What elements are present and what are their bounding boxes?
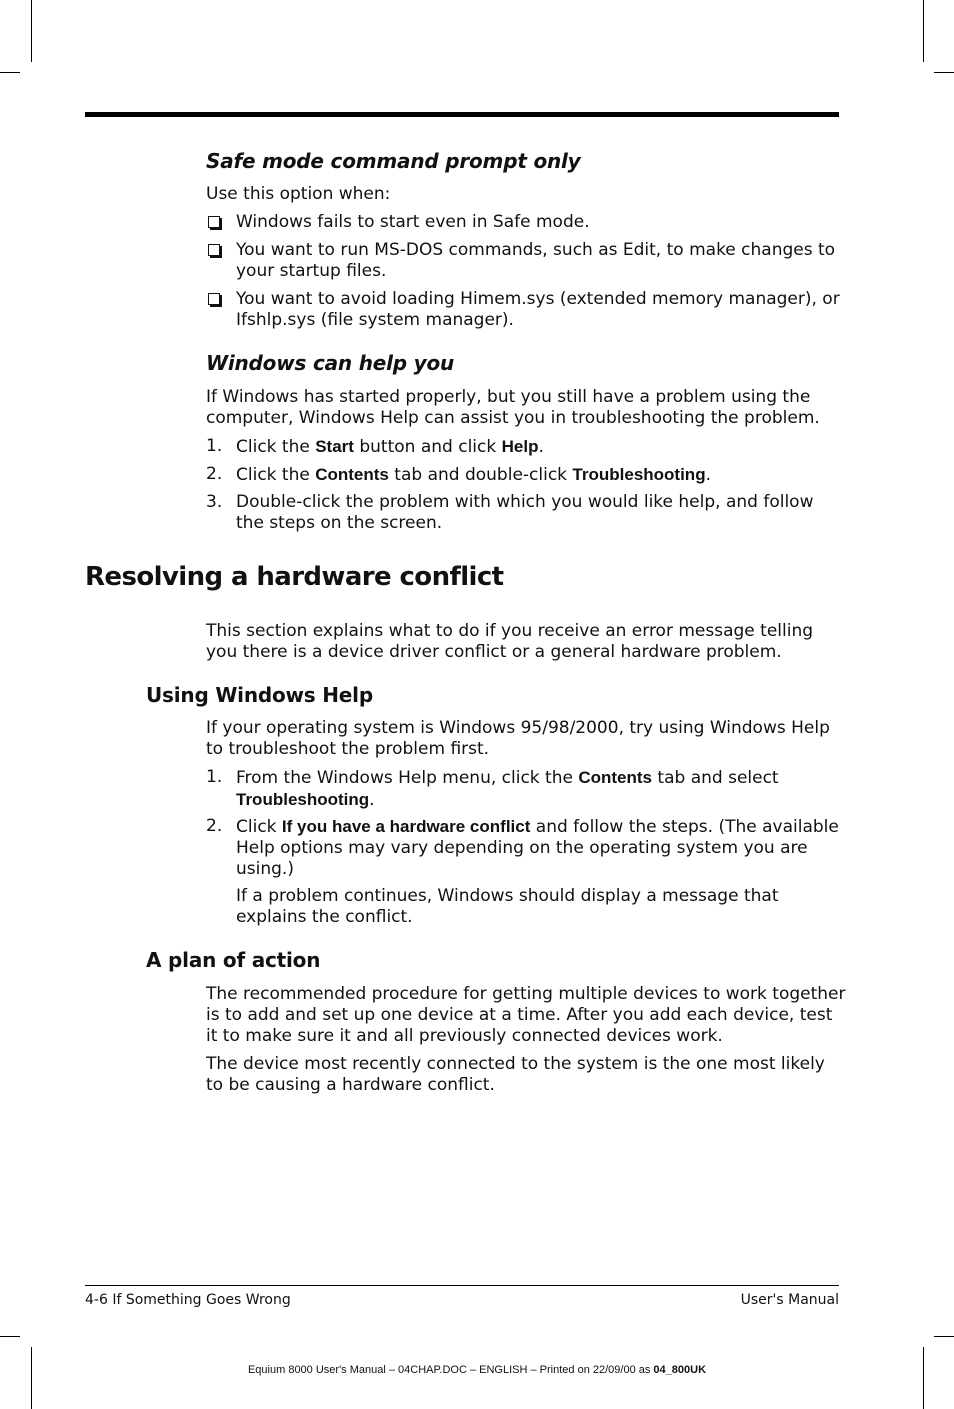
print-info: [0, 1364, 954, 1376]
step-number: 3.: [206, 492, 223, 512]
step-text: tab and select: [652, 768, 779, 788]
step-item: [206, 767, 846, 811]
crop-mark: [923, 0, 924, 62]
checkbox-bullet-icon: [208, 244, 220, 256]
step-item: [206, 492, 846, 534]
using-help-intro: If your operating system is Windows 95/98/2000, try using Windows Help to troubleshoot the problem first.: [206, 718, 830, 759]
resolving-intro: This section explains what to do if you receive an error message telling you there is a device driver conflict or a general hardware problem.: [206, 621, 814, 662]
step-text: Double-click the problem with which you would like help, and follow the steps on the screen.: [236, 492, 814, 533]
step-number: 2.: [206, 464, 223, 484]
checkbox-bullet-icon: [208, 216, 220, 228]
bullet-item: [206, 240, 846, 282]
crop-mark: [0, 72, 20, 73]
step-text: From the Windows Help menu, click the: [236, 768, 579, 788]
crop-mark: [31, 0, 32, 62]
step-text: tab and double-click: [388, 465, 573, 485]
print-info-code: 04_800UK: [653, 1364, 707, 1376]
ui-term-help: Help: [501, 437, 539, 456]
step-note: If a problem continues, Windows should display a message that explains the conflict.: [236, 886, 779, 927]
footer-rule: [85, 1285, 839, 1286]
safe-mode-intro: Use this option when:: [206, 184, 391, 204]
ui-term-contents: Contents: [315, 465, 389, 484]
footer-page-label: 4-6 If Something Goes Wrong: [85, 1292, 291, 1308]
step-number: 2.: [206, 816, 223, 836]
step-text: .: [705, 465, 711, 485]
step-text: .: [538, 437, 544, 457]
step-item: [206, 436, 846, 458]
crop-mark: [0, 1336, 20, 1337]
step-number: 1.: [206, 767, 223, 787]
step-item: [206, 464, 846, 486]
section-title: Resolving a hardware conflict: [85, 562, 504, 592]
ui-term-troubleshooting: Troubleshooting: [236, 790, 370, 809]
step-text: button and click: [353, 437, 502, 457]
plan-paragraph: The device most recently connected to the system is the one most likely to be causing a hardware conflict.: [206, 1054, 825, 1095]
ui-term-contents: Contents: [578, 768, 653, 787]
ui-term-troubleshooting: Troubleshooting: [572, 465, 706, 484]
step-text: and follow the steps. (The available Help options may vary depending on the operating system you are using.): [236, 817, 839, 879]
safe-mode-heading: Safe mode command prompt only: [206, 149, 581, 173]
using-help-heading: Using Windows Help: [146, 683, 373, 707]
bullet-item: [206, 212, 846, 233]
ui-term-start: Start: [315, 437, 354, 456]
step-number: 1.: [206, 436, 223, 456]
plan-paragraph: The recommended procedure for getting multiple devices to work together is to add and set up one device at a time. After you add each device, test it to make sure it and all previously connected devices work.: [206, 984, 846, 1046]
crop-mark: [31, 1347, 32, 1409]
step-text: Click: [236, 817, 282, 837]
windows-help-intro: If Windows has started properly, but you still have a problem using the computer, Windows Help can assist you in troubleshooting the problem.: [206, 387, 820, 428]
footer-manual-title: User's Manual: [740, 1292, 839, 1308]
step-item: [206, 816, 846, 880]
header-rule: [85, 112, 839, 117]
step-text: Click the: [236, 465, 316, 485]
bullet-text: You want to avoid loading Himem.sys (extended memory manager), or Ifshlp.sys (file system manager).: [236, 289, 840, 330]
step-text: .: [369, 790, 375, 810]
step-text: Click the: [236, 437, 316, 457]
ui-term-hardware-conflict: If you have a hardware conflict: [281, 817, 531, 836]
bullet-text: You want to run MS-DOS commands, such as Edit, to make changes to your startup files.: [236, 240, 836, 281]
windows-help-heading: Windows can help you: [206, 351, 455, 375]
bullet-text: Windows fails to start even in Safe mode.: [236, 212, 590, 232]
checkbox-bullet-icon: [208, 293, 220, 305]
crop-mark: [923, 1347, 924, 1409]
crop-mark: [934, 1336, 954, 1337]
print-info-text: Equium 8000 User's Manual – 04CHAP.DOC – ENGLISH – Printed on 22/09/00 as: [247, 1364, 654, 1376]
crop-mark: [934, 72, 954, 73]
plan-heading: A plan of action: [146, 948, 321, 972]
bullet-item: [206, 289, 846, 331]
